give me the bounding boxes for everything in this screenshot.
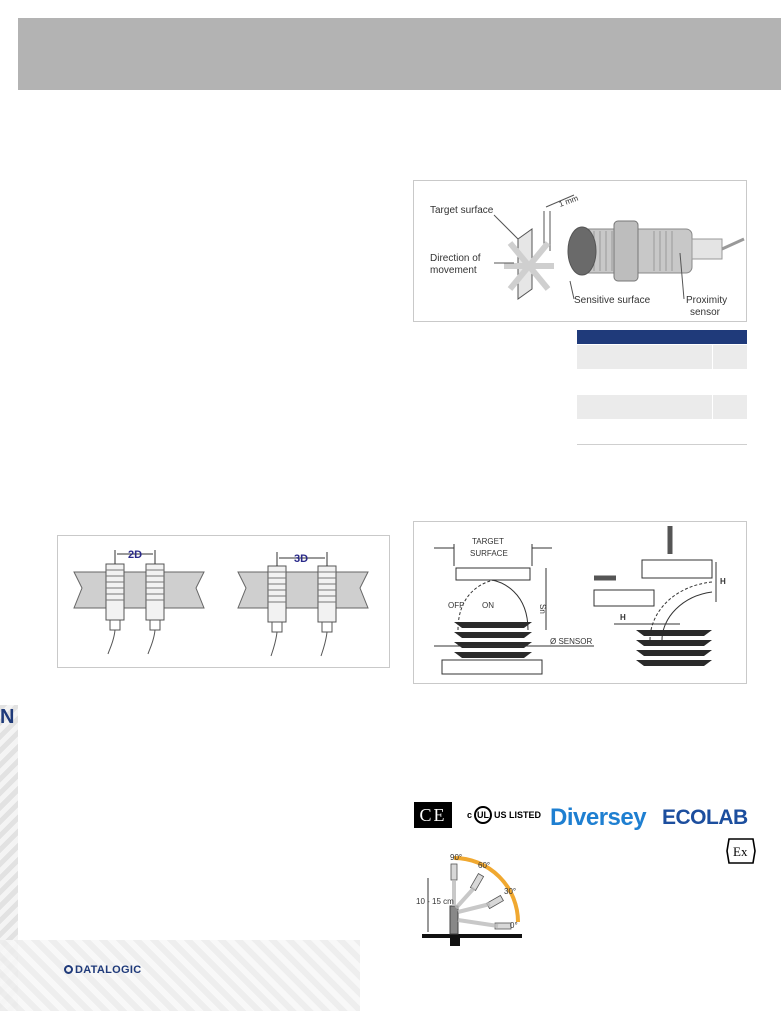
target-surface-label: Target surface xyxy=(430,205,494,216)
sn-label: Sn xyxy=(538,604,547,614)
ul-listed-text: US LISTED xyxy=(494,810,542,820)
h-vertical-label: H xyxy=(720,577,726,586)
ce-mark-logo: CE xyxy=(414,802,452,828)
ex-label: Ex xyxy=(733,844,748,859)
nonflush-spacing-label: 3D xyxy=(294,553,309,565)
table-row xyxy=(577,394,747,419)
table-header xyxy=(577,330,747,344)
on-label: ON xyxy=(482,601,494,610)
direction-label-line1: Direction of xyxy=(430,253,481,264)
proximity-label-line2: sensor xyxy=(690,307,721,318)
sensing-distance-diagram xyxy=(413,521,747,684)
ul-listed-logo xyxy=(467,806,541,824)
sensitive-surface-label: Sensitive surface xyxy=(574,295,651,306)
target-surface-diagram xyxy=(413,180,747,322)
direction-label-line2: movement xyxy=(430,265,477,276)
ul-mark: UL xyxy=(474,806,492,824)
angle-30-label: 30° xyxy=(504,887,517,896)
reference-table xyxy=(577,330,747,460)
datalogic-logo-icon xyxy=(64,965,73,974)
diversey-logo: Diversey xyxy=(550,804,647,831)
h-horizontal-label: H xyxy=(620,613,626,622)
table-row xyxy=(577,344,747,369)
proximity-label-line1: Proximity xyxy=(686,295,728,306)
target-label-line2: SURFACE xyxy=(470,549,508,558)
target-label-line1: TARGET xyxy=(472,537,504,546)
ul-c-label: c xyxy=(467,810,473,820)
table-row xyxy=(577,369,747,394)
flush-spacing-label: 2D xyxy=(128,549,143,561)
sensor-diameter-label: Ø SENSOR xyxy=(550,637,593,646)
atex-ex-logo xyxy=(726,838,756,864)
datalogic-logo-text: DATALOGIC xyxy=(75,964,142,976)
angle-60-label: 60° xyxy=(478,861,491,870)
off-label: OFF xyxy=(448,601,464,610)
distance-label: 10 - 15 cm xyxy=(416,897,454,906)
side-brand-letter: N xyxy=(0,706,15,728)
table-row xyxy=(577,419,747,445)
mounting-angle-diagram xyxy=(414,846,524,948)
header-band xyxy=(18,18,781,90)
ecolab-logo: ECOLAB xyxy=(662,806,748,829)
angle-0-label: 0° xyxy=(510,921,518,930)
mounting-spacing-diagram xyxy=(57,535,390,668)
footer-pattern xyxy=(0,940,360,1011)
datalogic-logo xyxy=(64,964,141,976)
angle-90-label: 90° xyxy=(450,853,463,862)
thickness-label: 1 mm xyxy=(557,193,580,209)
